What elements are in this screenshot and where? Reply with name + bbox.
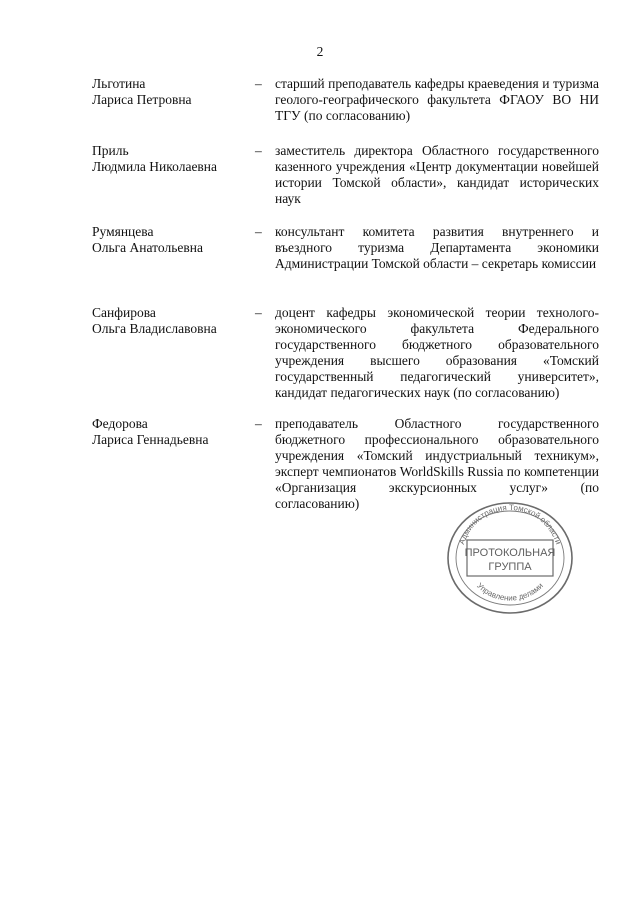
member-surname: Льготина: [92, 76, 146, 91]
member-name: [92, 143, 252, 175]
member-name: [92, 416, 252, 448]
member-description: старший преподаватель кафедры краеведения и туризма геолого-географического факультета ФГАОУ ВО НИ ТГУ (по согласованию): [275, 76, 599, 123]
member-surname: Приль: [92, 143, 129, 158]
member-name: [92, 76, 252, 108]
member-description: консультант комитета развития внутреннего и въездного туризма Департамента экономики Администрации Томской области – секретарь комиссии: [275, 224, 599, 271]
member-description: преподаватель Областного государственного бюджетного профессионального образовательного учреждения «Томский индустриальный техникум», эксперт чемпионатов WorldSkills Russia по компетенции «Организация экскурсионных услуг» (по согласованию): [275, 416, 599, 511]
member-surname: Федорова: [92, 416, 148, 431]
member-dash: –: [255, 143, 262, 158]
page-number: 2: [316, 44, 324, 59]
member-surname: Румянцева: [92, 224, 154, 239]
member-given-names: Ольга Анатольевна: [92, 240, 203, 255]
member-given-names: Людмила Николаевна: [92, 159, 218, 174]
member-dash: –: [255, 76, 262, 91]
member-given-names: Лариса Петровна: [92, 92, 192, 107]
member-dash: –: [255, 416, 262, 431]
stamp-outer-bottom-text: Управление делами: [475, 581, 545, 603]
member-given-names: Ольга Владиславовна: [92, 321, 217, 336]
member-given-names: Лариса Геннадьевна: [92, 432, 209, 447]
stamp-center-line2: ГРУППА: [488, 561, 532, 573]
member-description: заместитель директора Областного государственного казенного учреждения «Центр документации новейшей истории Томской области», кандидат исторических наук: [275, 143, 599, 206]
member-dash: –: [255, 305, 262, 320]
stamp-outer-top-text: Администрация Томской области: [457, 502, 563, 546]
stamp-center-line1: ПРОТОКОЛЬНАЯ: [464, 547, 556, 559]
member-description: доцент кафедры экономической теории технолого-экономического факультета Федерального государственного бюджетного образовательного учреждения высшего образования «Томский государственный педагогический университет», кандидат педагогических наук (по согласованию): [275, 305, 599, 400]
member-surname: Санфирова: [92, 305, 156, 320]
member-name: [92, 224, 252, 256]
member-name: [92, 305, 252, 337]
member-dash: –: [255, 224, 262, 239]
official-stamp: [440, 496, 580, 616]
stamp-seal-graphic: [440, 496, 580, 616]
